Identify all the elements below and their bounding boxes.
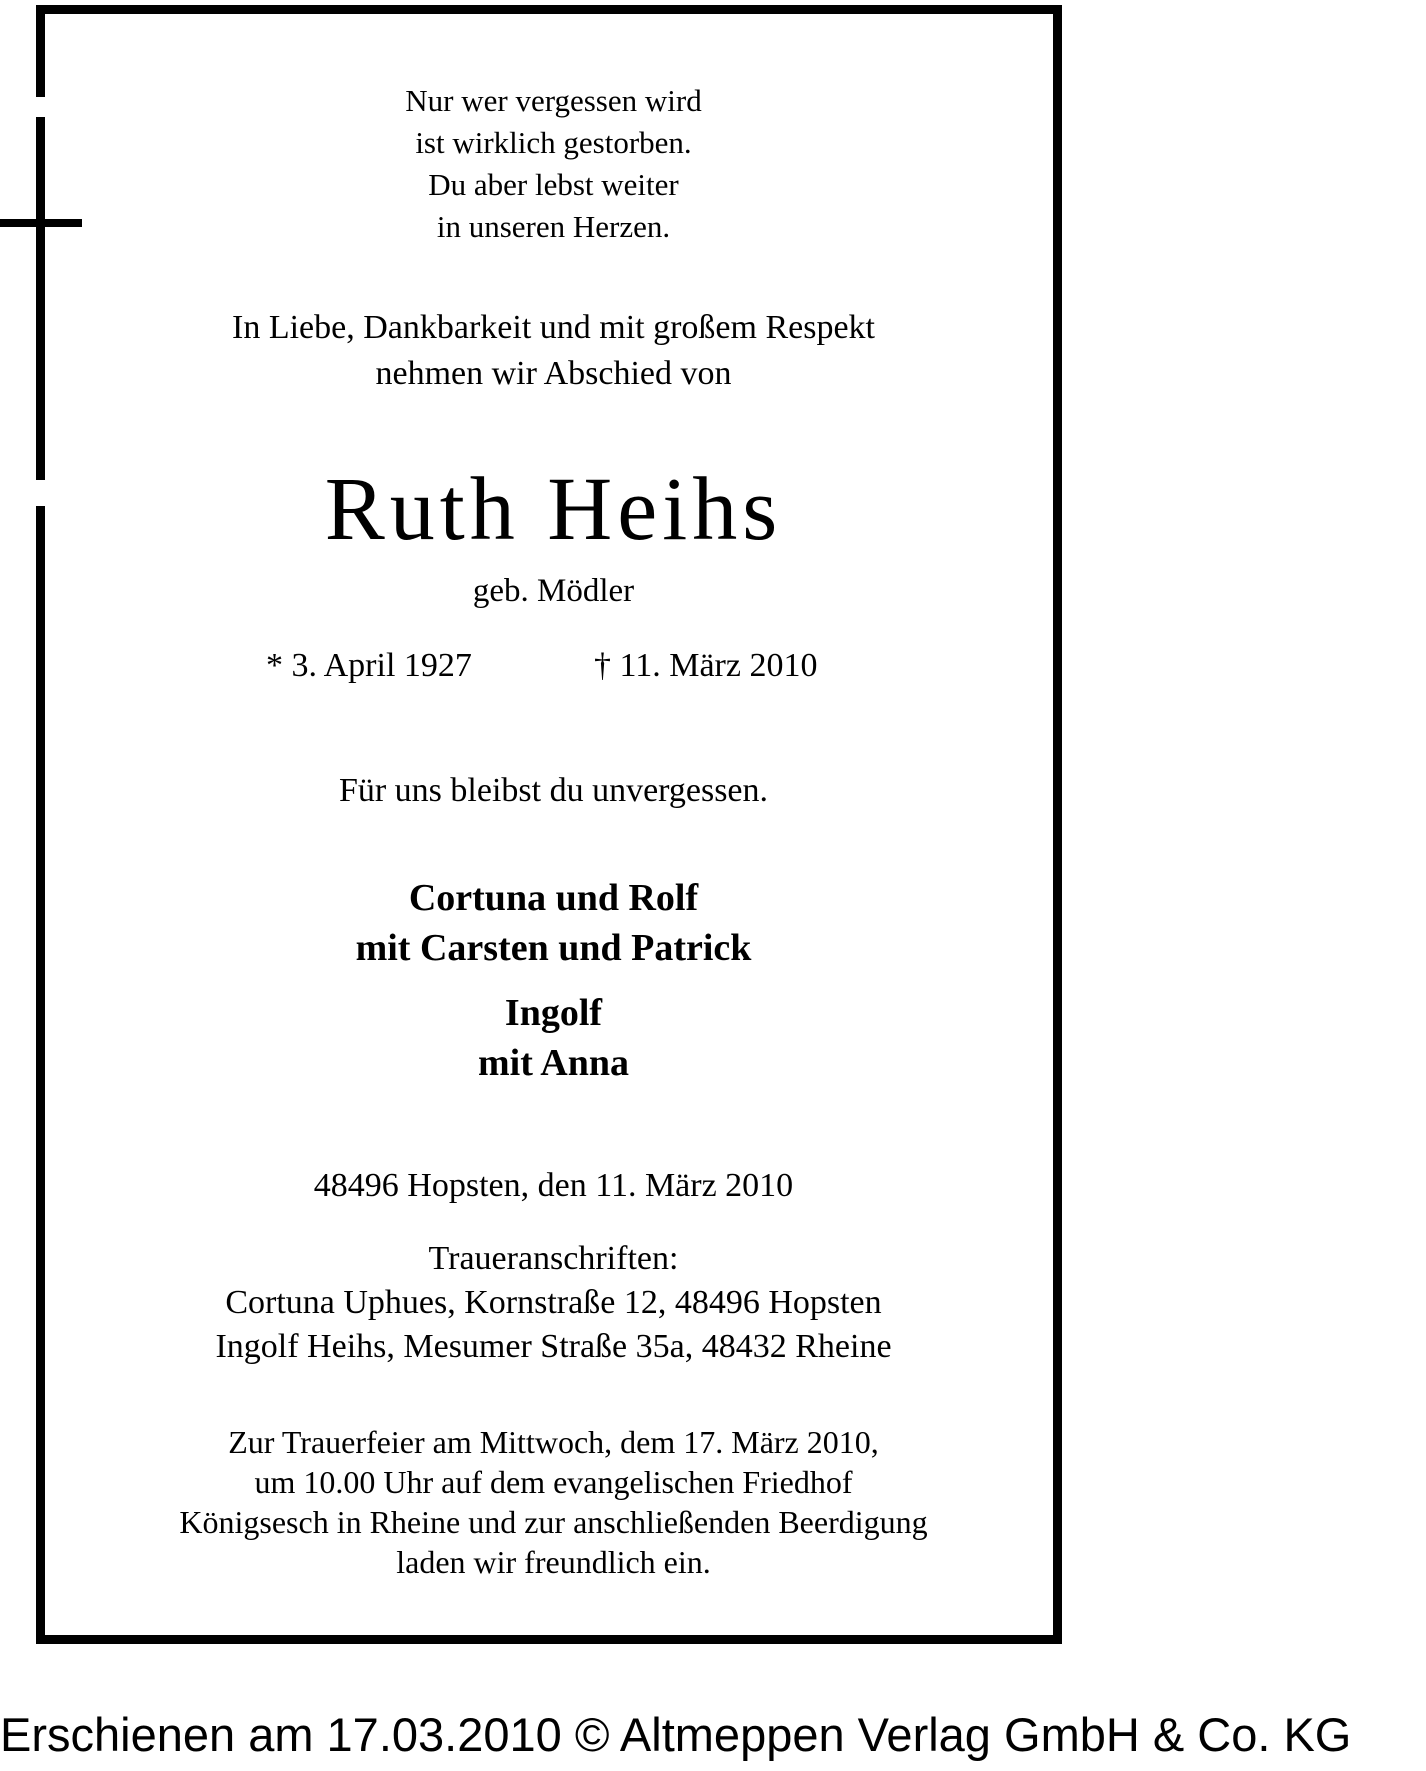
notice-border [36, 5, 1062, 1644]
mourner-line: mit Carsten und Patrick [355, 927, 752, 969]
memorial-poem [45, 80, 1062, 248]
service-line: Zur Trauerfeier am Mittwoch, dem 17. März 2010, [228, 1424, 879, 1460]
motto: Für uns bleibst du unvergessen. [338, 772, 769, 809]
mourner-line: mit Anna [478, 1042, 629, 1084]
left-border-segment [36, 5, 45, 97]
address-line: Ingolf Heihs, Mesumer Straße 35a, 48432 Rheine [215, 1328, 892, 1365]
birth-name: geb. Mödler [472, 573, 635, 609]
address-line: Cortuna Uphues, Kornstraße 12, 48496 Hopsten [225, 1284, 882, 1321]
birth-date: * 3. April 1927 [266, 647, 472, 684]
poem-line: in unseren Herzen. [436, 209, 671, 244]
mourners-group-1 [45, 873, 1062, 973]
poem-line: ist wirklich gestorben. [415, 125, 692, 160]
service-line: laden wir freundlich ein. [396, 1544, 711, 1580]
death-date: † 11. März 2010 [594, 647, 818, 684]
address-heading: Traueranschriften: [428, 1240, 679, 1277]
service-line: um 10.00 Uhr auf dem evangelischen Friedhof [254, 1464, 853, 1500]
publication-footer: Erschienen am 17.03.2010 © Altmeppen Verlag GmbH & Co. KG [0, 1708, 1352, 1761]
intro-line: In Liebe, Dankbarkeit und mit großem Respekt [232, 309, 875, 346]
intro-line: nehmen wir Abschied von [375, 355, 732, 392]
service-line: Königsesch in Rheine und zur anschließenden Beerdigung [179, 1504, 928, 1540]
mourner-line: Ingolf [504, 992, 603, 1034]
farewell-intro [45, 305, 1062, 397]
mourner-line: Cortuna und Rolf [408, 877, 699, 919]
poem-line: Nur wer vergessen wird [405, 83, 702, 118]
poem-line: Du aber lebst weiter [428, 167, 679, 202]
place-and-date: 48496 Hopsten, den 11. März 2010 [313, 1167, 794, 1204]
cross-vertical-beam [36, 117, 45, 480]
deceased-name: Ruth Heihs [324, 460, 783, 559]
funeral-service-info [45, 1422, 1062, 1582]
left-border-segment [36, 506, 45, 1644]
condolence-addresses [45, 1237, 1062, 1369]
mourners-group-2 [45, 988, 1062, 1088]
